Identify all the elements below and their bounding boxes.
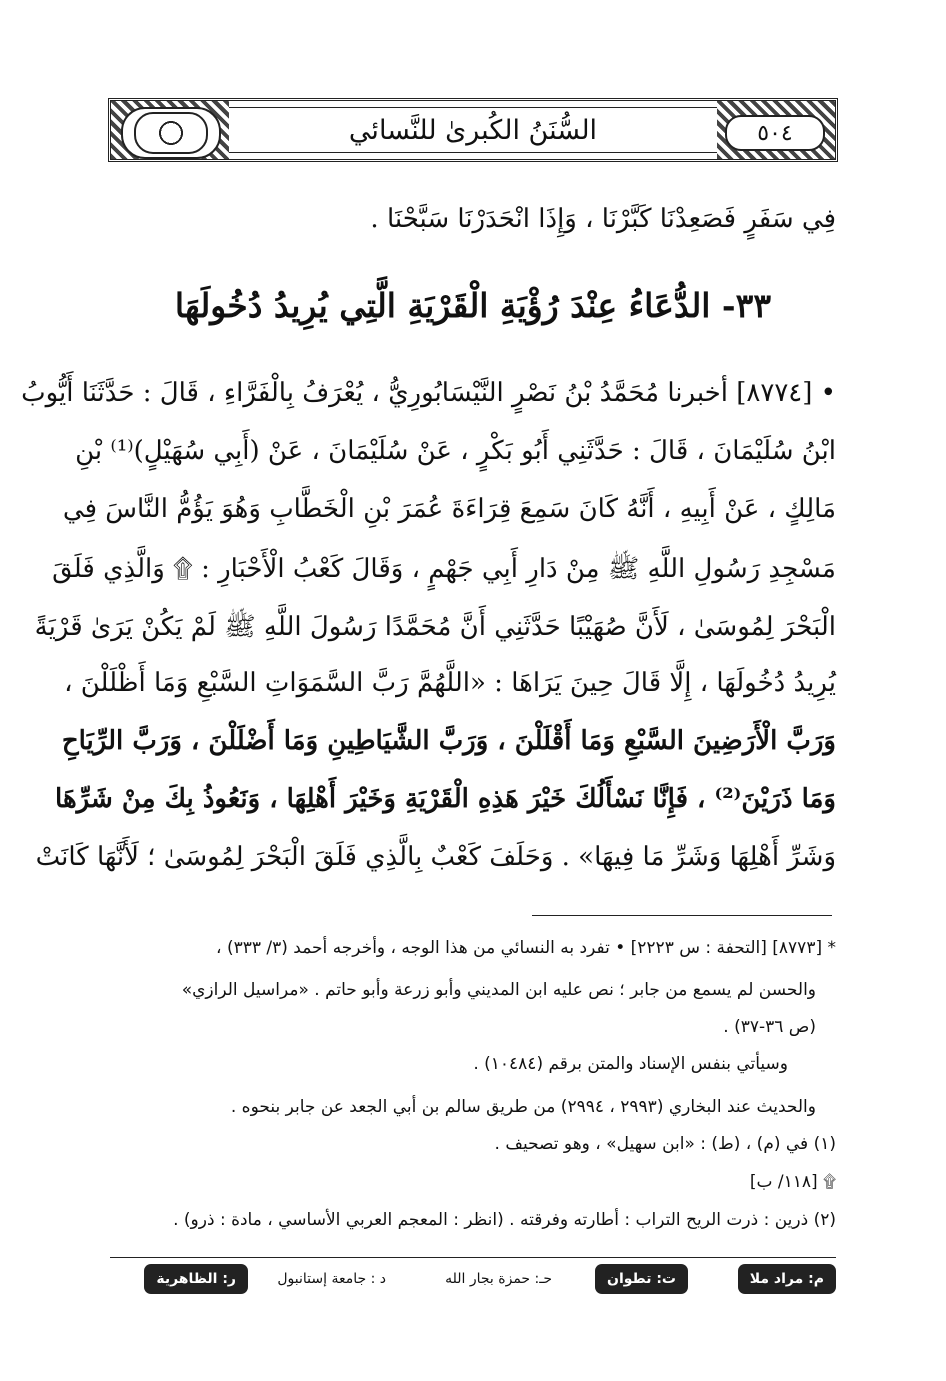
hadith-line: وَرَبَّ الْأَرَضِينَ السَّبْعِ وَمَا أَقْلَلْنَ ، وَرَبَّ الشَّيَاطِينِ وَمَا أَضْلَلْنَ ، وَرَبَّ الرِّيَاحِ [61, 726, 836, 756]
footnote-line: وسيأتي بنفس الإسناد والمتن برقم (١٠٤٨٤) . [473, 1054, 788, 1074]
manuscript-d-label: د : جامعة إستانبول [277, 1271, 386, 1287]
book-title: السُّنَنُ الكُبرىٰ للنَّسائي [348, 114, 598, 146]
hadith-line: وَمَا ذَرَيْنَ⁽²⁾ ، فَإِنَّا نَسْأَلُكَ خَيْرَ هَذِهِ الْقَرْيَةِ وَخَيْرَ أَهْلِهَا ، وَنَعُوذُ بِكَ مِنْ شَرِّهَا [55, 784, 836, 814]
hadith-line: الْبَحْرَ لِمُوسَىٰ ، لَأَنَّ صُهَيْبًا حَدَّثَنِي أَنَّ مُحَمَّدًا رَسُولَ اللَّهِ ﷺ لَمْ يَكُنْ يَرَىٰ قَرْيَةً [34, 612, 836, 642]
manuscript-r-badge: ر: الظاهرية [144, 1264, 248, 1294]
opening-line: فِي سَفَرٍ فَصَعِدْنَا كَبَّرْنَا ، وَإِذَا انْحَدَرْنَا سَبَّحْنَا . [370, 204, 836, 234]
page-header [108, 98, 838, 162]
hadith-line: ابْنُ سُلَيْمَانَ ، قَالَ : حَدَّثَنِي أَبُو بَكْرٍ ، عَنْ سُلَيْمَانَ ، عَنْ (أَبِي سُهَيْلٍ)⁽¹⁾ بْنِ [75, 436, 836, 466]
footnote-line: (١) في (م) ، (ط) : «ابن سهيل» ، وهو تصحيف . [494, 1134, 836, 1154]
page-number: ٥٠٤ [725, 115, 825, 151]
footnote-line: والحسن لم يسمع من جابر ؛ نص عليه ابن المديني وأبو زرعة وأبو حاتم . «مراسيل الرازي» [181, 980, 816, 1000]
hadith-line: يُرِيدُ دُخُولَهَا ، إِلَّا قَالَ حِينَ يَرَاهَا : «اللَّهُمَّ رَبَّ السَّمَوَاتِ السَّبْعِ وَمَا أَظْلَلْنَ ، [64, 668, 836, 698]
footnote-line: (ص ٣٦-٣٧) . [723, 1017, 816, 1037]
seal-emblem-icon [134, 112, 208, 154]
manuscript-t-badge: ت: تطوان [595, 1264, 688, 1294]
chapter-title: ٣٣- الدُّعَاءُ عِنْدَ رُؤْيَةِ الْقَرْيَةِ الَّتِي يُرِيدُ دُخُولَهَا [174, 286, 772, 325]
hadith-line: مَسْجِدِ رَسُولِ اللَّهِ ﷺ مِنْ دَارِ أَبِي جَهْمٍ ، وَقَالَ كَعْبُ الْأَحْبَارِ : ۩ وَالَّذِي فَلَقَ [52, 554, 836, 584]
publisher-seal-icon [121, 107, 221, 159]
footnote-line: * [٨٧٧٣] [التحفة : س ٢٢٢٣] • تفرد به النسائي من هذا الوجه ، وأخرجه أحمد (٣/ ٣٣٣) ، [216, 938, 836, 958]
manuscript-m-badge: م: مراد ملا [738, 1264, 836, 1294]
hadith-line: • [٨٧٧٤] أخبرنا مُحَمَّدُ بْنُ نَصْرٍ النَّيْسَابُورِيُّ ، يُعْرَفُ بِالْفَرَّاءِ ، قَالَ : حَدَّثَنَا أَيُّوبُ [21, 378, 836, 408]
footnote-line: ۩ [١١٨/ ب] [749, 1172, 836, 1192]
header-title-plate [229, 107, 717, 153]
footnote-line: (٢) ذرين : ذرت الريح التراب : أطارته وفرقته . (انظر : المعجم العربي الأساسي ، مادة : ذرو) . [173, 1210, 836, 1230]
hadith-line: مَالِكٍ ، عَنْ أَبِيهِ ، أَنَّهُ كَانَ سَمِعَ قِرَاءَةَ عُمَرَ بْنِ الْخَطَّابِ وَهُوَ يَؤُمُّ النَّاسَ فِي [62, 494, 836, 524]
hadith-line: وَشَرِّ أَهْلِهَا وَشَرِّ مَا فِيهَا» . وَحَلَفَ كَعْبٌ بِالَّذِي فَلَقَ الْبَحْرَ لِمُوسَىٰ ؛ لَأَنَّهَا كَانَتْ [35, 842, 836, 872]
manuscript-h-label: حـ: حمزة بجار الله [445, 1271, 552, 1287]
footnote-separator [532, 915, 832, 916]
footnote-line: والحديث عند البخاري (٢٩٩٣ ، ٢٩٩٤) من طريق سالم بن أبي الجعد عن جابر بنحوه . [230, 1097, 816, 1117]
bottom-rule [110, 1257, 836, 1258]
